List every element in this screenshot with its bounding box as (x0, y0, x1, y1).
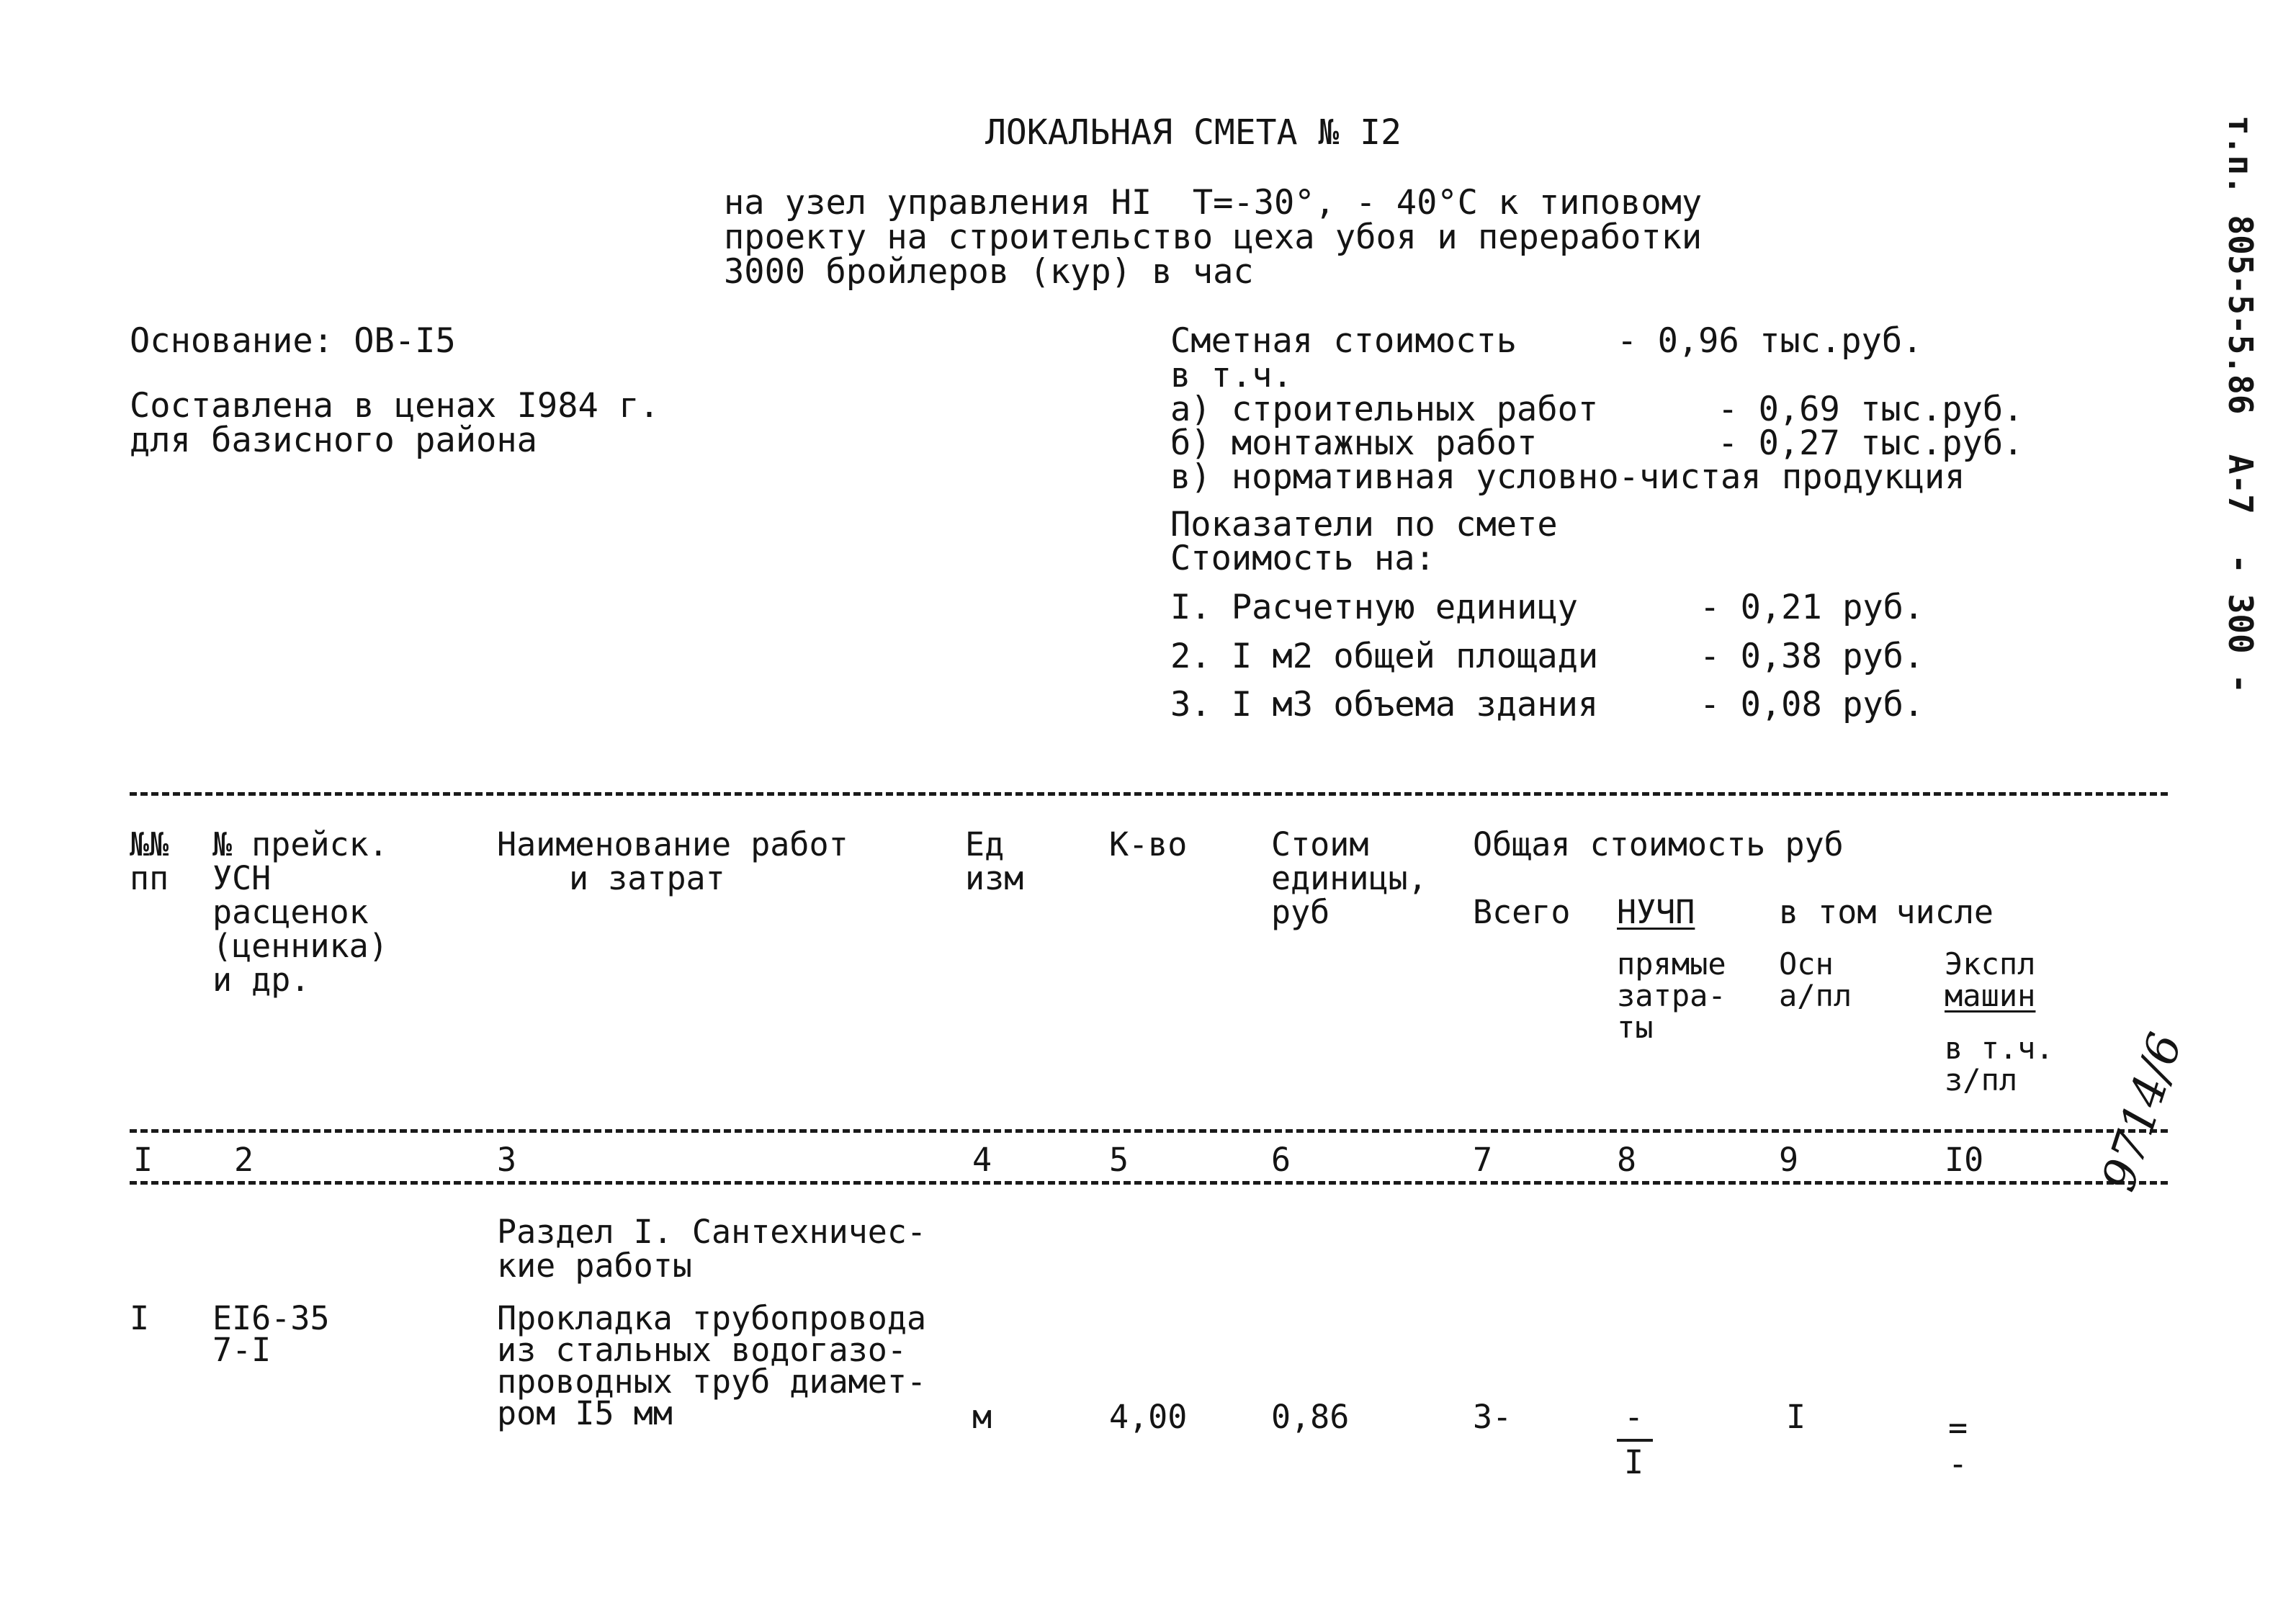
header-c4-line2: изм (965, 859, 1024, 897)
header-direct-line3: ты (1617, 1010, 1654, 1045)
row-1-name-line2: из стальных водогазо- (497, 1331, 907, 1369)
colnum-7: 7 (1473, 1141, 1493, 1179)
header-direct-line1: прямые (1617, 946, 1726, 982)
subtitle-line-2: проекту на строительство цеха убоя и переработки (724, 217, 1703, 257)
header-c2-line2: УСН (212, 859, 272, 897)
indicator-2-value: - 0,38 руб. (1700, 637, 1924, 676)
header-top-rule (130, 792, 2168, 796)
colnum-bottom-rule (130, 1181, 2168, 1185)
header-c2-line1: № прейск. (212, 825, 388, 863)
cost-incl: в т.ч. (1170, 356, 1293, 395)
cost-b-value: - 0,27 тыс.руб. (1718, 423, 2024, 463)
row-1-no: I (130, 1299, 150, 1337)
cost-a-label: а) строительных работ (1170, 390, 1599, 429)
section-title-line2: кие работы (497, 1247, 692, 1285)
indicators-header-1: Показатели по смете (1170, 505, 1558, 544)
row-1-name-line3: проводных труб диамет- (497, 1363, 927, 1401)
row-1-nuchp-top: - (1624, 1398, 1644, 1436)
header-c2-line5: и др. (212, 961, 310, 999)
row-1-exp-bottom: - (1948, 1445, 1968, 1483)
header-exp-line1: Экспл (1945, 946, 2036, 982)
section-title-line1: Раздел I. Сантехничес- (497, 1213, 927, 1251)
colnum-3: 3 (497, 1141, 517, 1179)
colnum-4: 4 (972, 1141, 992, 1179)
row-1-exp-top: = (1948, 1409, 1968, 1447)
cost-value: - 0,96 тыс.руб. (1617, 321, 1923, 361)
row-1-name-line1: Прокладка трубопровода (497, 1299, 927, 1337)
colnum-top-rule (130, 1129, 2168, 1133)
colnum-5: 5 (1109, 1141, 1129, 1179)
header-incl: в том числе (1779, 893, 1994, 931)
header-vtch-line2: з/пл (1945, 1062, 2018, 1097)
row-1-osn: I (1786, 1398, 1806, 1436)
row-1-unit: м (972, 1398, 992, 1436)
header-c1-line2: пп (130, 859, 169, 897)
header-vtch-line1: в т.ч. (1945, 1031, 2054, 1066)
header-osn-line2: а/пл (1779, 978, 1852, 1013)
row-1-total: 3- (1473, 1398, 1512, 1436)
indicator-1-value: - 0,21 руб. (1700, 588, 1924, 627)
cost-v-label: в) нормативная условно-чистая продукция (1170, 457, 1965, 497)
colnum-9: 9 (1779, 1141, 1799, 1179)
header-c3-line1: Наименование работ (497, 825, 848, 863)
colnum-6: 6 (1271, 1141, 1291, 1179)
prices-line-1: Составлена в ценах I984 г. (130, 386, 660, 426)
indicator-2-label: 2. I м2 общей площади (1170, 637, 1599, 676)
colnum-10: I0 (1945, 1141, 1984, 1179)
header-total-cost: Общая стоимость руб (1473, 825, 1844, 863)
header-c6-line3: руб (1271, 893, 1330, 931)
header-exp-line2: машин (1945, 978, 2036, 1013)
row-1-code-line2: 7-I (212, 1331, 272, 1369)
subtitle-line-3: 3000 бройлеров (кур) в час (724, 252, 1254, 292)
indicator-3-label: 3. I м3 объема здания (1170, 685, 1599, 724)
subtitle-line-1: на узел управления HI T=-30°, - 40°C к типовому (724, 183, 1703, 223)
header-c6-line1: Стоим (1271, 825, 1369, 863)
document-title: ЛОКАЛЬНАЯ СМЕТА № I2 (985, 112, 1402, 153)
row-1-code-line1: EI6-35 (212, 1299, 330, 1337)
header-c5: К-во (1109, 825, 1188, 863)
indicator-1-label: I. Расчетную единицу (1170, 588, 1578, 627)
colnum-8: 8 (1617, 1141, 1637, 1179)
prices-line-2: для базисного района (130, 421, 537, 460)
header-c1-line1: №№ (130, 825, 169, 863)
header-osn-line1: Осн (1779, 946, 1834, 982)
handwritten-number: 9714/6 (2092, 1026, 2193, 1198)
header-direct-line2: затра- (1617, 978, 1726, 1013)
header-vsego: Всего (1473, 893, 1571, 931)
row-1-nuchp-fraction-bar (1617, 1439, 1653, 1442)
side-document-code: т.п. 805-5-5.86 А-7 - 300 - (2221, 115, 2260, 694)
basis-osnovanie: Основание: ОВ-I5 (130, 321, 456, 361)
cost-b-label: б) монтажных работ (1170, 423, 1538, 463)
row-1-name-line4: ром I5 мм (497, 1394, 673, 1432)
header-c2-line3: расценок (212, 893, 369, 931)
header-nuchp: НУЧП (1617, 893, 1695, 931)
header-c6-line2: единицы, (1271, 859, 1427, 897)
colnum-1: I (133, 1141, 153, 1179)
cost-label: Сметная стоимость (1170, 321, 1517, 361)
row-1-unit-cost: 0,86 (1271, 1398, 1350, 1436)
header-c2-line4: (ценника) (212, 927, 388, 965)
row-1-nuchp-bottom: I (1624, 1443, 1644, 1481)
colnum-2: 2 (234, 1141, 254, 1179)
indicators-header-2: Стоимость на: (1170, 539, 1435, 578)
row-1-qty: 4,00 (1109, 1398, 1188, 1436)
indicator-3-value: - 0,08 руб. (1700, 685, 1924, 724)
cost-a-value: - 0,69 тыс.руб. (1718, 390, 2024, 429)
header-c3-line2: и затрат (569, 859, 725, 897)
header-c4-line1: Ед (965, 825, 1005, 863)
